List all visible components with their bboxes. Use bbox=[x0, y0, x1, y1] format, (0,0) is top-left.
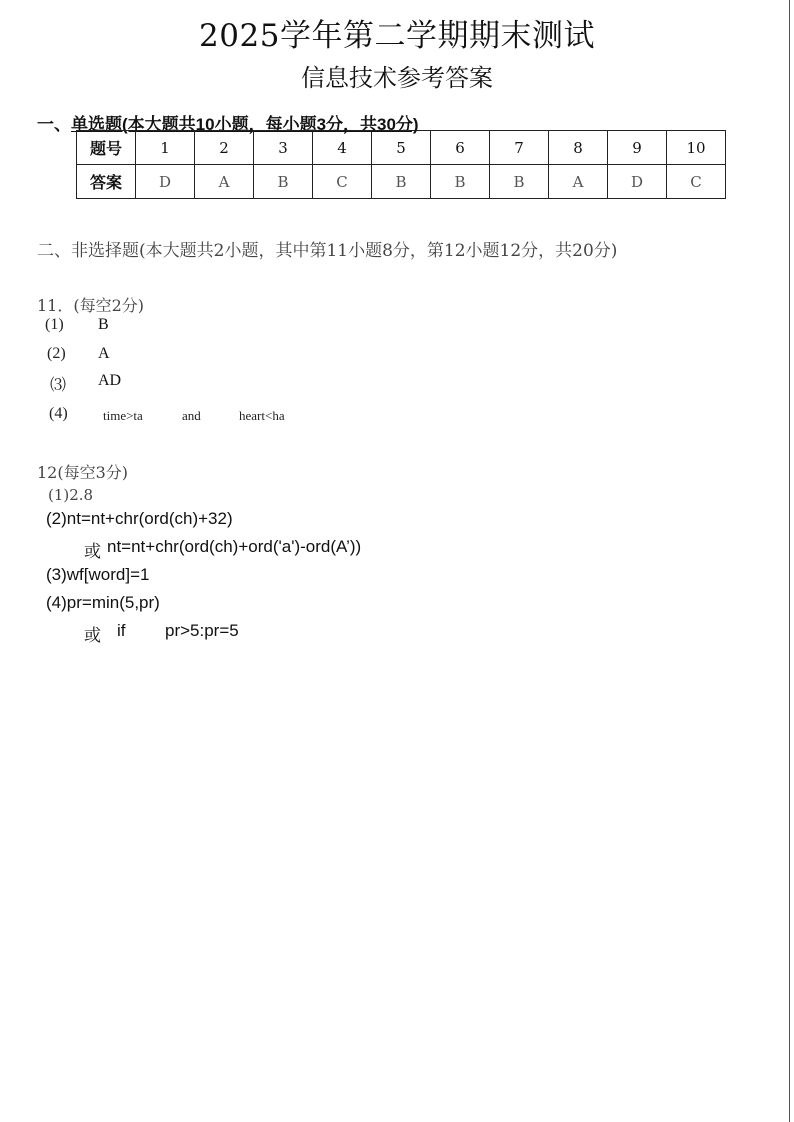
table-cell-number: 1 bbox=[136, 131, 195, 165]
table-cell-answer: B bbox=[490, 165, 549, 199]
table-cell-answer: A bbox=[549, 165, 608, 199]
page-edge-line bbox=[789, 0, 790, 1122]
table-cell-answer: C bbox=[313, 165, 372, 199]
table-cell-number: 9 bbox=[608, 131, 667, 165]
page-subtitle: 信息技术参考答案 bbox=[301, 64, 493, 92]
table-cell-number: 8 bbox=[549, 131, 608, 165]
q12-answer-3: (3)wf[word]=1 bbox=[46, 565, 150, 584]
q11-heading: 11．(每空2分) bbox=[37, 296, 145, 315]
section1-prefix: 一、 bbox=[37, 115, 71, 134]
q12-answer-4: (4)pr=min(5,pr) bbox=[46, 593, 160, 612]
table-cell-number: 10 bbox=[667, 131, 726, 165]
table-cell-number: 2 bbox=[195, 131, 254, 165]
q12-heading: 12(每空3分) bbox=[37, 463, 129, 482]
q11-answer-4-part1: time>ta bbox=[103, 408, 143, 423]
q11-answer-2: A bbox=[98, 345, 110, 362]
q11-label-1: (1) bbox=[45, 316, 64, 333]
q12-answer-1: (1)2.8 bbox=[48, 486, 94, 504]
table-cell-number: 4 bbox=[313, 131, 372, 165]
section2-heading: 二、非选择题(本大题共2小题，其中第11小题8分，第12小题12分，共20分) bbox=[37, 241, 618, 261]
table-cell-answer: B bbox=[254, 165, 313, 199]
table-cell-answer: B bbox=[372, 165, 431, 199]
q11-answer-3: AD bbox=[98, 372, 122, 389]
q11-label-4: (4) bbox=[49, 405, 68, 422]
q11-answer-4-part2: and bbox=[182, 408, 201, 423]
q12-answer-4-alt-prefix: 或 bbox=[84, 626, 101, 646]
q11-answer-1: B bbox=[98, 316, 109, 333]
table-cell-answer: B bbox=[431, 165, 490, 199]
section1-title: 单选题(本大题共10小题，每小题3分，共30分) bbox=[71, 115, 419, 134]
table-row-numbers bbox=[77, 131, 726, 165]
table-cell-number: 5 bbox=[372, 131, 431, 165]
q11-answer-4-part3: heart<ha bbox=[239, 408, 285, 423]
table-header-number: 题号 bbox=[77, 131, 136, 165]
table-row-answers bbox=[77, 165, 726, 199]
q11-label-3: ⑶ bbox=[50, 377, 67, 394]
table-cell-number: 7 bbox=[490, 131, 549, 165]
table-cell-answer: D bbox=[608, 165, 667, 199]
q12-answer-4-alt-rest: pr>5:pr=5 bbox=[165, 621, 239, 640]
q12-answer-4-alt-if: if bbox=[117, 621, 126, 640]
table-cell-number: 6 bbox=[431, 131, 490, 165]
table-cell-number: 3 bbox=[254, 131, 313, 165]
answer-table bbox=[76, 130, 726, 199]
table-cell-answer: D bbox=[136, 165, 195, 199]
q12-answer-2: (2)nt=nt+chr(ord(ch)+32) bbox=[46, 509, 233, 528]
table-header-answer: 答案 bbox=[77, 165, 136, 199]
q11-label-2: (2) bbox=[47, 345, 66, 362]
table-cell-answer: C bbox=[667, 165, 726, 199]
page-title: 2025学年第二学期期末测试 bbox=[199, 18, 595, 54]
q12-answer-2-alt: nt=nt+chr(ord(ch)+ord('a')-ord(A’)) bbox=[107, 537, 362, 556]
q12-answer-2-alt-prefix: 或 bbox=[84, 542, 101, 562]
table-cell-answer: A bbox=[195, 165, 254, 199]
